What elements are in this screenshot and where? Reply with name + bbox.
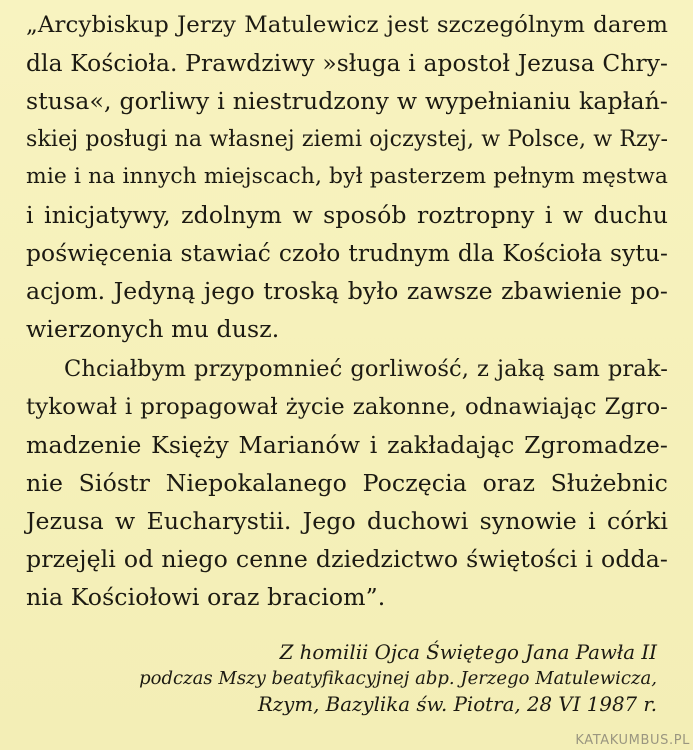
watermark: KATAKUMBUS.PL — [575, 733, 690, 748]
paragraph-1-line: „Arcybiskup Jerzy Matulewicz jest szczególnym darem — [26, 12, 668, 38]
paragraph-2-line: nia Kościołowi oraz braciom”. — [26, 583, 386, 611]
paragraph-2-line: madzenie Księży Marianów i zakładając Zgromadze- — [26, 431, 668, 459]
source-citation — [137, 640, 657, 718]
paragraph-1-line: wierzonych mu dusz. — [26, 315, 280, 343]
citation-line: Z homilii Ojca Świętego Jana Pawła II — [279, 641, 657, 664]
paragraph-1-line: stusa«, gorliwy i niestrudzony w wypełnianiu kapłań- — [26, 87, 668, 115]
paragraph-2-line: Jezusa w Eucharystii. Jego duchowi synowie i córki — [26, 507, 668, 535]
paragraph-2-line: nie Sióstr Niepokalanego Poczęcia oraz Służebnic — [26, 469, 668, 497]
paragraph-2-line: tykował i propagował życie zakonne, odnawiając Zgro- — [26, 394, 668, 420]
paragraph-1-line: poświęcenia stawiać czoło trudnym dla Kościoła sytu- — [26, 239, 668, 267]
paragraph-2-line: Chciałbym przypomnieć gorliwość, z jaką sam prak- — [64, 356, 668, 382]
paragraph-1-line: i inicjatywy, zdolnym w sposób roztropny i w duchu — [26, 201, 668, 229]
paragraph-1-line: dla Kościoła. Prawdziwy »sługa i apostoł Jezusa Chry- — [26, 49, 668, 77]
citation-line: Rzym, Bazylika św. Piotra, 28 VI 1987 r. — [257, 693, 657, 716]
paragraph-1-line: skiej posługi na własnej ziemi ojczystej, w Polsce, w Rzy- — [26, 126, 669, 152]
paragraph-2-line: przejęli od niego cenne dziedzictwo świętości i odda- — [26, 545, 668, 573]
paragraph-1-line: acjom. Jedyną jego troską było zawsze zbawienie po- — [26, 277, 668, 305]
paragraph-1-line: mie i na innych miejscach, był pasterzem pełnym męstwa — [26, 164, 668, 189]
citation-line: podczas Mszy beatyfikacyjnej abp. Jerzego Matulewicza, — [139, 668, 657, 689]
